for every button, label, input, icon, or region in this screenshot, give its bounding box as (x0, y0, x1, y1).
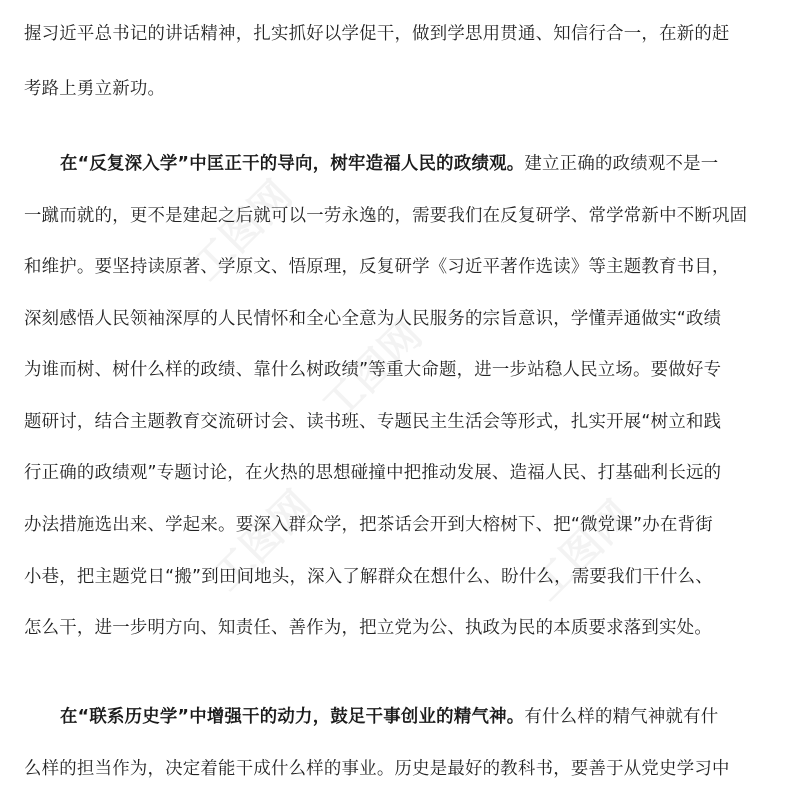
text-line: 握习近平总书记的讲话精神，扎实抓好以学促干，做到学思用贯通、知信行合一，在新的赶 (24, 24, 730, 44)
paragraph-lead-bold: 在“联系历史学”中增强干的动力，鼓足干事创业的精气神。 (60, 707, 525, 727)
watermark: 工图网 (203, 482, 322, 600)
text-line: 一蹴而就的，更不是建起之后就可以一劳永逸的，需要我们在反复研学、常学常新中不断巩固 (24, 206, 748, 226)
text-line: 和维护。要坚持读原著、学原文、悟原理，反复研学《习近平著作选读》等主题教育书目， (24, 257, 730, 277)
text-line: 么样的担当作为，决定着能干成什么样的事业。历史是最好的教科书，要善于从党史学习中 (24, 759, 730, 779)
watermark: 工图网 (183, 172, 302, 290)
text-line: 考路上勇立新功。 (24, 79, 166, 99)
text-line: 行正确的政绩观”专题讨论，在火热的思想碰撞中把推动发展、造福人民、打基础利长远的 (24, 463, 722, 483)
paragraph-lead-rest: 有什么样的精气神就有什 (524, 707, 719, 727)
text-line: 深刻感悟人民领袖深厚的人民情怀和全心全意为人民服务的宗旨意识，学懂弄通做实“政绩 (24, 309, 722, 329)
paragraph-lead-rest: 建立正确的政绩观不是一 (524, 154, 719, 174)
watermark: 工图网 (523, 492, 642, 610)
text-line: 办法措施选出来、学起来。要深入群众学，把茶话会开到大榕树下、把“微党课”办在背街 (24, 515, 713, 535)
text-line: 怎么干，进一步明方向、知责任、善作为，把立党为公、执政为民的本质要求落到实处。 (24, 618, 712, 638)
paragraph-heading-line (60, 152, 718, 176)
paragraph-heading-line (60, 705, 718, 729)
watermark: 工图网 (313, 312, 432, 430)
text-line: 小巷，把主题党日“搬”到田间地头，深入了解群众在想什么、盼什么，需要我们干什么、 (24, 567, 713, 587)
paragraph-lead-bold: 在“反复深入学”中匡正干的导向，树牢造福人民的政绩观。 (60, 154, 525, 174)
text-line: 题研讨，结合主题教育交流研讨会、读书班、专题民主生活会等形式，扎实开展“树立和践 (24, 412, 722, 432)
text-line: 为谁而树、树什么样的政绩、靠什么树政绩”等重大命题，进一步站稳人民立场。要做好专 (24, 360, 722, 380)
